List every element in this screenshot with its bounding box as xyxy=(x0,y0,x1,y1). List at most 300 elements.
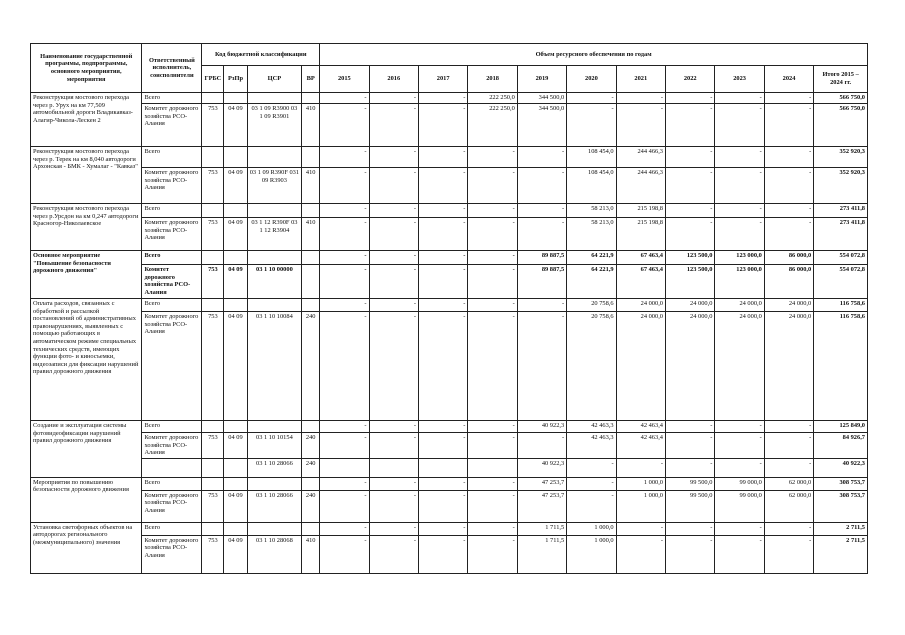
year-value-cell: - xyxy=(764,204,813,218)
program-name-cell: Оплата расходов, связанных с обработкой и рассылкой постановлений об административных правонарушениях, выявленных с помощью работающих в автоматическом режиме специальных технических средств, имеющих функции фото- и киносъемки, видеозаписи для фиксации нарушений правил дорожного движения xyxy=(31,299,142,421)
year-value-cell: - xyxy=(468,168,517,204)
year-value-cell: - xyxy=(320,204,369,218)
year-value-cell: - xyxy=(616,522,665,535)
year-value-cell: - xyxy=(517,147,566,168)
year-value-cell: - xyxy=(418,433,467,459)
total-value-cell: 116 758,6 xyxy=(814,299,868,312)
total-value-cell: 308 753,7 xyxy=(814,490,868,522)
budget-code-header: Код бюджетной классификации xyxy=(202,44,320,66)
year-value-cell: - xyxy=(666,104,715,147)
year-value-cell: 24 000,0 xyxy=(666,312,715,421)
year-value-cell: - xyxy=(418,104,467,147)
table-row xyxy=(31,312,868,421)
program-name-cell: Реконструкция мостового перехода через р.Урсдон на км 0,247 автодороги Красногор-Николаевское xyxy=(31,204,142,251)
year-value-cell: - xyxy=(369,299,418,312)
grbs-cell xyxy=(202,522,224,535)
year-value-cell: - xyxy=(320,93,369,104)
year-header: 2023 xyxy=(715,66,764,93)
year-value-cell: - xyxy=(320,147,369,168)
year-value-cell: - xyxy=(666,93,715,104)
rzpr-cell: 04 09 xyxy=(224,433,247,459)
year-value-cell: - xyxy=(320,104,369,147)
year-value-cell: 42 463,4 xyxy=(616,421,665,433)
grbs-cell xyxy=(202,421,224,433)
total-value-cell: 2 711,5 xyxy=(814,535,868,573)
year-value-cell: - xyxy=(468,251,517,265)
year-value-cell: - xyxy=(468,477,517,490)
year-value-cell: - xyxy=(517,433,566,459)
total-value-cell: 554 072,8 xyxy=(814,251,868,265)
grbs-cell: 753 xyxy=(202,312,224,421)
responsible-cell: Комитет дорожного хозяйства РСО-Алания xyxy=(142,490,202,522)
year-value-cell: 244 466,3 xyxy=(616,168,665,204)
year-header: 2017 xyxy=(418,66,467,93)
year-value-cell: - xyxy=(567,104,616,147)
csr-cell xyxy=(247,93,302,104)
program-name-cell: Установка светофорных объектов на автодорогах регионального (межмуниципального) значения xyxy=(31,522,142,573)
resource-table xyxy=(30,43,868,574)
year-value-cell: - xyxy=(369,168,418,204)
year-value-cell: - xyxy=(418,93,467,104)
year-value-cell: - xyxy=(517,312,566,421)
year-value-cell: 123 500,0 xyxy=(666,251,715,265)
responsible-cell: Всего xyxy=(142,93,202,104)
year-value-cell: - xyxy=(666,421,715,433)
responsible-cell: Всего xyxy=(142,477,202,490)
year-value-cell: 1 000,0 xyxy=(567,535,616,573)
year-value-cell: - xyxy=(369,433,418,459)
year-value-cell: - xyxy=(468,535,517,573)
year-value-cell: - xyxy=(418,204,467,218)
csr-cell: 03 1 10 00000 xyxy=(247,265,302,299)
year-value-cell: - xyxy=(666,168,715,204)
year-value-cell: 215 198,8 xyxy=(616,218,665,251)
table-row xyxy=(31,458,868,477)
year-value-cell: - xyxy=(764,421,813,433)
year-value-cell: - xyxy=(764,104,813,147)
total-value-cell: 116 758,6 xyxy=(814,312,868,421)
csr-header: ЦСР xyxy=(247,66,302,93)
year-value-cell: - xyxy=(715,147,764,168)
year-value-cell: - xyxy=(320,490,369,522)
year-value-cell: - xyxy=(666,204,715,218)
year-value-cell: 24 000,0 xyxy=(666,299,715,312)
year-value-cell: - xyxy=(320,433,369,459)
total-header: Итого 2015 – 2024 гг. xyxy=(814,66,868,93)
responsible-cell: Комитет дорожного хозяйства РСО-Алания xyxy=(142,433,202,459)
responsible-cell: Комитет дорожного хозяйства РСО-Алания xyxy=(142,535,202,573)
vr-cell: 240 xyxy=(302,490,320,522)
grbs-cell xyxy=(202,204,224,218)
year-value-cell: 99 000,0 xyxy=(715,477,764,490)
csr-cell: 03 1 09 R3900 03 1 09 R3901 xyxy=(247,104,302,147)
year-value-cell: 67 463,4 xyxy=(616,265,665,299)
rzpr-header: РзПр xyxy=(224,66,247,93)
year-value-cell: - xyxy=(517,299,566,312)
year-value-cell: 344 500,0 xyxy=(517,93,566,104)
total-value-cell: 84 926,7 xyxy=(814,433,868,459)
year-value-cell: - xyxy=(715,93,764,104)
rzpr-cell xyxy=(224,204,247,218)
year-value-cell: - xyxy=(320,251,369,265)
year-value-cell: 47 253,7 xyxy=(517,477,566,490)
year-value-cell: - xyxy=(517,218,566,251)
year-value-cell: - xyxy=(468,490,517,522)
year-value-cell: - xyxy=(567,93,616,104)
year-value-cell: - xyxy=(418,477,467,490)
year-value-cell: 99 500,0 xyxy=(666,477,715,490)
year-value-cell: - xyxy=(715,218,764,251)
year-value-cell: - xyxy=(418,147,467,168)
year-value-cell: 222 250,0 xyxy=(468,104,517,147)
year-value-cell: - xyxy=(320,522,369,535)
year-value-cell: - xyxy=(369,104,418,147)
grbs-cell xyxy=(202,93,224,104)
csr-cell: 03 1 10 28068 xyxy=(247,535,302,573)
csr-cell xyxy=(247,147,302,168)
table-row xyxy=(31,93,868,104)
resources-header: Объем ресурсного обеспечения по годам xyxy=(320,44,868,66)
year-value-cell: 62 000,0 xyxy=(764,477,813,490)
responsible-cell: Всего xyxy=(142,421,202,433)
vr-cell xyxy=(302,522,320,535)
vr-cell xyxy=(302,477,320,490)
rzpr-cell xyxy=(224,522,247,535)
year-value-cell: - xyxy=(468,522,517,535)
year-value-cell: 58 213,0 xyxy=(567,218,616,251)
year-value-cell: - xyxy=(369,147,418,168)
year-value-cell: - xyxy=(517,168,566,204)
year-value-cell: - xyxy=(320,168,369,204)
rzpr-cell: 04 09 xyxy=(224,535,247,573)
grbs-cell: 753 xyxy=(202,168,224,204)
year-value-cell: - xyxy=(567,458,616,477)
table-row xyxy=(31,104,868,147)
table-row xyxy=(31,204,868,218)
year-value-cell: 24 000,0 xyxy=(715,299,764,312)
rzpr-cell xyxy=(224,299,247,312)
grbs-cell: 753 xyxy=(202,218,224,251)
table-row xyxy=(31,299,868,312)
year-value-cell: - xyxy=(369,421,418,433)
year-value-cell: - xyxy=(418,168,467,204)
year-value-cell: 42 463,3 xyxy=(567,421,616,433)
year-value-cell: - xyxy=(369,535,418,573)
csr-cell xyxy=(247,477,302,490)
year-value-cell: - xyxy=(418,535,467,573)
year-value-cell: - xyxy=(418,265,467,299)
total-value-cell: 566 750,0 xyxy=(814,104,868,147)
program-name-cell: Реконструкция мостового перехода через р. Урух на км 77,509 автомобильной дороги Владикавказ-Алагир-Чикола-Лескен 2 xyxy=(31,93,142,147)
year-value-cell: - xyxy=(616,93,665,104)
year-header: 2016 xyxy=(369,66,418,93)
year-value-cell: - xyxy=(616,535,665,573)
grbs-cell: 753 xyxy=(202,104,224,147)
year-value-cell: - xyxy=(764,535,813,573)
year-value-cell: - xyxy=(320,218,369,251)
year-value-cell: - xyxy=(468,421,517,433)
year-value-cell: 67 463,4 xyxy=(616,251,665,265)
year-value-cell: - xyxy=(369,490,418,522)
grbs-cell xyxy=(202,458,224,477)
csr-cell: 03 1 12 R390F 03 1 12 R3904 xyxy=(247,218,302,251)
grbs-cell: 753 xyxy=(202,535,224,573)
table-row xyxy=(31,477,868,490)
year-value-cell: - xyxy=(715,522,764,535)
grbs-cell: 753 xyxy=(202,490,224,522)
rzpr-cell: 04 09 xyxy=(224,312,247,421)
table-row xyxy=(31,218,868,251)
year-value-cell: - xyxy=(715,535,764,573)
year-value-cell: 20 758,6 xyxy=(567,312,616,421)
vr-cell xyxy=(302,93,320,104)
vr-cell xyxy=(302,421,320,433)
responsible-cell: Всего xyxy=(142,204,202,218)
total-value-cell: 566 750,0 xyxy=(814,93,868,104)
vr-header: ВР xyxy=(302,66,320,93)
year-value-cell: - xyxy=(418,299,467,312)
responsible-header: Ответственный исполнитель, соисполнители xyxy=(142,44,202,93)
year-value-cell: 1 000,0 xyxy=(567,522,616,535)
year-value-cell: - xyxy=(418,522,467,535)
year-value-cell: - xyxy=(369,312,418,421)
year-value-cell: - xyxy=(369,265,418,299)
vr-cell xyxy=(302,204,320,218)
year-value-cell: 108 454,0 xyxy=(567,147,616,168)
responsible-cell: Комитет дорожного хозяйства РСО-Алания xyxy=(142,312,202,421)
year-value-cell: - xyxy=(369,477,418,490)
year-value-cell: 20 758,6 xyxy=(567,299,616,312)
program-name-cell: Мероприятия по повышению безопасности дорожного движения xyxy=(31,477,142,522)
year-value-cell: 1 711,5 xyxy=(517,522,566,535)
table-row xyxy=(31,265,868,299)
table-row xyxy=(31,522,868,535)
year-value-cell: 99 500,0 xyxy=(666,490,715,522)
year-header: 2021 xyxy=(616,66,665,93)
grbs-cell xyxy=(202,299,224,312)
total-value-cell: 273 411,8 xyxy=(814,218,868,251)
year-value-cell: - xyxy=(764,522,813,535)
grbs-header: ГРБС xyxy=(202,66,224,93)
table-row xyxy=(31,168,868,204)
year-value-cell: 244 466,3 xyxy=(616,147,665,168)
year-value-cell: - xyxy=(715,433,764,459)
header-row-1 xyxy=(31,44,868,66)
total-value-cell: 554 072,8 xyxy=(814,265,868,299)
year-value-cell: - xyxy=(418,218,467,251)
year-value-cell: - xyxy=(418,312,467,421)
grbs-cell: 753 xyxy=(202,433,224,459)
responsible-cell: Всего xyxy=(142,147,202,168)
csr-cell: 03 1 10 10154 xyxy=(247,433,302,459)
total-value-cell: 2 711,5 xyxy=(814,522,868,535)
year-value-cell: - xyxy=(715,104,764,147)
rzpr-cell xyxy=(224,147,247,168)
table-row xyxy=(31,490,868,522)
csr-cell: 03 1 10 28066 xyxy=(247,458,302,477)
year-header: 2022 xyxy=(666,66,715,93)
year-value-cell xyxy=(369,458,418,477)
year-value-cell: - xyxy=(715,421,764,433)
table-row xyxy=(31,421,868,433)
total-value-cell: 40 922,3 xyxy=(814,458,868,477)
year-header: 2018 xyxy=(468,66,517,93)
year-value-cell: - xyxy=(320,421,369,433)
grbs-cell xyxy=(202,477,224,490)
year-value-cell: 24 000,0 xyxy=(616,299,665,312)
table-row xyxy=(31,535,868,573)
program-name-cell: Основное мероприятие "Повышение безопасности дорожного движения" xyxy=(31,251,142,299)
year-value-cell: 47 253,7 xyxy=(517,490,566,522)
total-value-cell: 273 411,8 xyxy=(814,204,868,218)
year-value-cell: - xyxy=(764,168,813,204)
grbs-cell: 753 xyxy=(202,265,224,299)
year-value-cell: - xyxy=(468,147,517,168)
year-header: 2015 xyxy=(320,66,369,93)
rzpr-cell xyxy=(224,93,247,104)
table-row xyxy=(31,251,868,265)
year-value-cell: 24 000,0 xyxy=(715,312,764,421)
csr-cell xyxy=(247,204,302,218)
year-value-cell: - xyxy=(468,299,517,312)
year-value-cell: - xyxy=(715,204,764,218)
year-header: 2024 xyxy=(764,66,813,93)
year-value-cell: - xyxy=(418,421,467,433)
year-value-cell: 123 000,0 xyxy=(715,251,764,265)
year-value-cell: - xyxy=(616,458,665,477)
total-value-cell: 308 753,7 xyxy=(814,477,868,490)
csr-cell xyxy=(247,251,302,265)
year-value-cell xyxy=(468,458,517,477)
total-value-cell: 352 920,3 xyxy=(814,147,868,168)
year-value-cell: 24 000,0 xyxy=(764,312,813,421)
year-value-cell: - xyxy=(764,458,813,477)
year-value-cell: - xyxy=(320,535,369,573)
total-value-cell: 125 849,0 xyxy=(814,421,868,433)
year-value-cell: - xyxy=(468,312,517,421)
year-value-cell: - xyxy=(418,251,467,265)
year-value-cell: - xyxy=(468,265,517,299)
program-name-cell: Реконструкция мостового перехода через р. Терек на км 8,040 автодороги Архонская - БМК - Хумалаг - "Кавказ" xyxy=(31,147,142,204)
year-value-cell: 24 000,0 xyxy=(616,312,665,421)
total-value-cell: 352 920,3 xyxy=(814,168,868,204)
year-value-cell: - xyxy=(764,147,813,168)
year-value-cell: - xyxy=(468,204,517,218)
year-value-cell: 1 711,5 xyxy=(517,535,566,573)
year-value-cell: - xyxy=(567,477,616,490)
vr-cell: 240 xyxy=(302,433,320,459)
year-value-cell: - xyxy=(517,204,566,218)
year-value-cell: - xyxy=(567,490,616,522)
year-value-cell: 40 922,3 xyxy=(517,458,566,477)
year-value-cell: 215 198,8 xyxy=(616,204,665,218)
year-value-cell: 222 250,0 xyxy=(468,93,517,104)
year-value-cell: 86 000,0 xyxy=(764,265,813,299)
csr-cell xyxy=(247,522,302,535)
year-value-cell: 40 922,3 xyxy=(517,421,566,433)
vr-cell xyxy=(302,251,320,265)
year-value-cell: 64 221,9 xyxy=(567,251,616,265)
year-header: 2019 xyxy=(517,66,566,93)
year-value-cell: 123 500,0 xyxy=(666,265,715,299)
year-value-cell: - xyxy=(320,477,369,490)
year-value-cell: 24 000,0 xyxy=(764,299,813,312)
vr-cell xyxy=(302,265,320,299)
year-value-cell: - xyxy=(369,93,418,104)
year-value-cell: - xyxy=(764,93,813,104)
program-name-header: Наименование государственной программы, подпрограммы, основного мероприятия, мероприятия xyxy=(31,44,142,93)
vr-cell: 240 xyxy=(302,312,320,421)
year-value-cell: 123 000,0 xyxy=(715,265,764,299)
year-value-cell: - xyxy=(666,218,715,251)
year-value-cell: - xyxy=(369,218,418,251)
vr-cell: 240 xyxy=(302,458,320,477)
table-body xyxy=(31,93,868,574)
year-value-cell: 99 000,0 xyxy=(715,490,764,522)
year-value-cell: 1 000,0 xyxy=(616,477,665,490)
year-value-cell: - xyxy=(320,265,369,299)
year-value-cell: 42 463,4 xyxy=(616,433,665,459)
responsible-cell: Всего xyxy=(142,251,202,265)
year-value-cell: - xyxy=(369,251,418,265)
year-value-cell: - xyxy=(468,218,517,251)
csr-cell xyxy=(247,299,302,312)
vr-cell xyxy=(302,147,320,168)
year-value-cell: 89 887,5 xyxy=(517,251,566,265)
year-value-cell: - xyxy=(715,458,764,477)
csr-cell xyxy=(247,421,302,433)
vr-cell xyxy=(302,299,320,312)
year-value-cell: - xyxy=(666,535,715,573)
year-value-cell: - xyxy=(369,204,418,218)
rzpr-cell: 04 09 xyxy=(224,218,247,251)
year-value-cell: - xyxy=(666,522,715,535)
year-value-cell: - xyxy=(418,490,467,522)
grbs-cell xyxy=(202,251,224,265)
rzpr-cell: 04 09 xyxy=(224,265,247,299)
responsible-cell: Комитет дорожного хозяйства РСО-Алания xyxy=(142,104,202,147)
year-value-cell: - xyxy=(320,299,369,312)
csr-cell: 03 1 10 28066 xyxy=(247,490,302,522)
year-value-cell: 58 213,0 xyxy=(567,204,616,218)
responsible-cell: Комитет дорожного хозяйства РСО-Алания xyxy=(142,218,202,251)
year-value-cell xyxy=(418,458,467,477)
year-value-cell: - xyxy=(666,433,715,459)
year-value-cell: - xyxy=(468,433,517,459)
vr-cell: 410 xyxy=(302,218,320,251)
vr-cell: 410 xyxy=(302,168,320,204)
year-value-cell: 64 221,9 xyxy=(567,265,616,299)
rzpr-cell xyxy=(224,477,247,490)
responsible-cell: Всего xyxy=(142,299,202,312)
vr-cell: 410 xyxy=(302,535,320,573)
year-value-cell: - xyxy=(320,312,369,421)
responsible-cell: Комитет дорожного хозяйства РСО-Алания xyxy=(142,265,202,299)
program-name-cell: Создание и эксплуатация системы фотовидеофиксации нарушений правил дорожного движения xyxy=(31,421,142,478)
year-value-cell: 89 887,5 xyxy=(517,265,566,299)
csr-cell: 03 1 10 10084 xyxy=(247,312,302,421)
rzpr-cell xyxy=(224,421,247,433)
rzpr-cell: 04 09 xyxy=(224,168,247,204)
year-value-cell: - xyxy=(764,218,813,251)
grbs-cell xyxy=(202,147,224,168)
responsible-cell xyxy=(142,458,202,477)
year-value-cell: 42 463,3 xyxy=(567,433,616,459)
rzpr-cell xyxy=(224,458,247,477)
rzpr-cell: 04 09 xyxy=(224,490,247,522)
year-header: 2020 xyxy=(567,66,616,93)
year-value-cell: - xyxy=(666,147,715,168)
